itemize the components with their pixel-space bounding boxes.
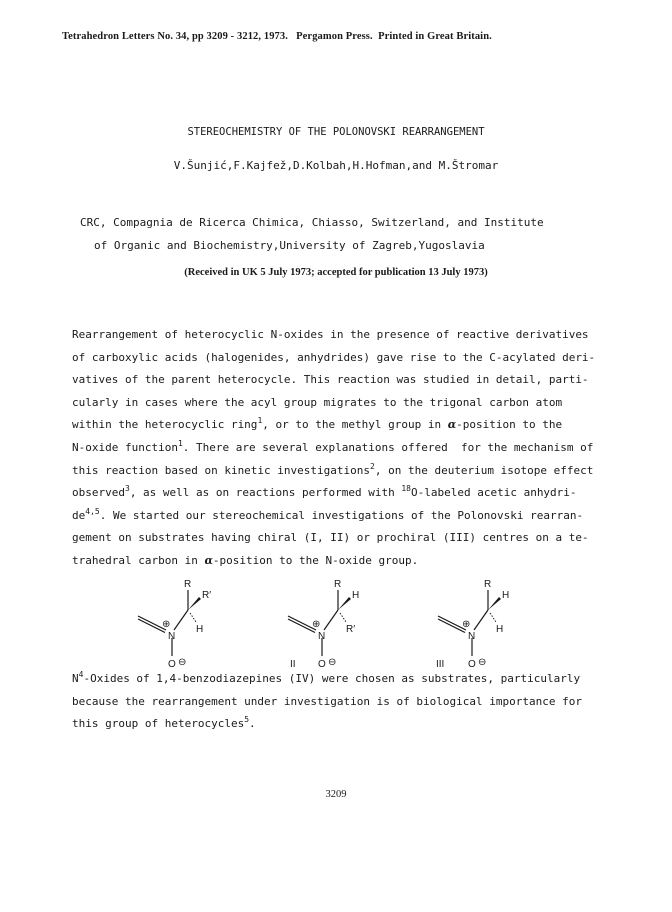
citation-ref: 1 [257,416,263,426]
text-span: de [72,508,86,522]
atom-o: O [168,659,176,670]
plus-charge: ⊕ [162,619,171,630]
atom-h: H [502,590,510,601]
text-line: gement on substrates having chiral (I, II) or prochiral (III) centres on a te- [72,531,589,545]
text-line [72,713,632,736]
text-line: because the rearrangement under investigation is of biological importance for [72,694,582,708]
text-span: O-labeled acetic anhydri- [410,486,577,500]
text-span: this reaction based on kinetic investigations [72,463,371,477]
atom-n: N [168,631,176,642]
structure-i [138,580,211,670]
text-span: . [249,717,256,731]
text-span: N-oxide function [72,440,178,454]
citation-ref: 5 [244,715,250,725]
atom-r: R [334,580,342,590]
minus-charge: ⊖ [178,657,187,668]
atom-r-prime: R′ [346,624,356,635]
atom-h: H [352,590,360,601]
plus-charge: ⊕ [462,619,471,630]
text-line [72,414,632,437]
compound-label: II [290,659,296,670]
text-span: . We started our stereochemical investigations of the Polonovski rearran- [99,508,584,522]
affiliation-line: CRC, Compagnia de Ricerca Chimica, Chiasso, Switzerland, and Institute [80,216,544,229]
affiliation-line: of Organic and Biochemistry,University of Zagreb,Yugoslavia [94,239,485,252]
text-span: , or to the methyl group in [262,418,448,432]
text-line: Rearrangement of heterocyclic N-oxides in the presence of reactive derivatives [72,328,589,341]
superscript: 4 [78,670,84,679]
affiliation [80,211,544,257]
structure-iii [436,580,509,670]
text-span: . There are several explanations offered for the mechanism of [182,440,594,454]
text-line: vatives of the parent heterocycle. This reaction was studied in detail, parti- [72,373,589,387]
minus-charge: ⊖ [478,657,487,668]
text-line [72,668,632,691]
text-line: of carboxylic acids (halogenides, anhydrides) gave rise to the C-acylated deri- [72,350,596,364]
plus-charge: ⊕ [312,619,321,630]
text-line [72,460,632,483]
received-dates: (Received in UK 5 July 1973; accepted for publication 13 July 1973) [184,267,488,278]
page-number: 3209 [325,789,347,800]
text-span: -position to the N-oxide group. [212,553,419,567]
text-line [72,505,632,528]
citation-ref: 2 [370,461,375,471]
citation-ref: 3 [124,484,130,494]
atom-n: N [318,631,326,642]
text-span: this group of heterocycles [72,717,245,731]
paper-title: STEREOCHEMISTRY OF THE POLONOVSKI REARRANGEMENT [187,126,485,138]
text-line [72,482,632,505]
citation-ref: 4,5 [85,506,100,516]
citation-ref: 1 [177,438,183,448]
text-line [72,550,632,573]
text-span: , as well as on reactions performed with [129,486,402,500]
text-span: -position to the [456,418,563,432]
text-span: trahedral carbon in [72,553,205,567]
atom-r-prime: R′ [202,590,212,601]
structure-ii [288,580,359,670]
text-span: within the heterocyclic ring [72,418,258,432]
journal-header: Tetrahedron Letters No. 34, pp 3209 - 3212, 1973. Pergamon Press. Printed in Great Britain. [62,31,492,42]
text-span: -Oxides of 1,4-benzodiazepines (IV) were chosen as substrates, particularly [83,672,581,685]
text-line [72,437,632,460]
atom-n: N [468,631,476,642]
text-line: cularly in cases where the acyl group migrates to the trigonal carbon atom [72,395,563,409]
text-span: observed [72,486,125,500]
compound-label: III [436,659,445,670]
paragraph-substrates [72,668,632,736]
text-span: N [72,672,79,685]
text-span: , on the deuterium isotope effect [374,463,594,477]
atom-h: H [196,624,204,635]
paragraph-intro [72,324,632,573]
alpha-symbol: α [204,553,213,567]
alpha-symbol: α [447,418,457,432]
atom-r: R [484,580,492,590]
isotope-mass: 18 [401,484,411,494]
minus-charge: ⊖ [328,657,337,668]
atom-r: R [184,580,192,590]
atom-o: O [468,659,476,670]
author-list: V.Šunjić,F.Kajfež,D.Kolbah,H.Hofman,and M.Štromar [173,159,499,172]
atom-h: H [496,624,504,635]
atom-o: O [318,659,326,670]
